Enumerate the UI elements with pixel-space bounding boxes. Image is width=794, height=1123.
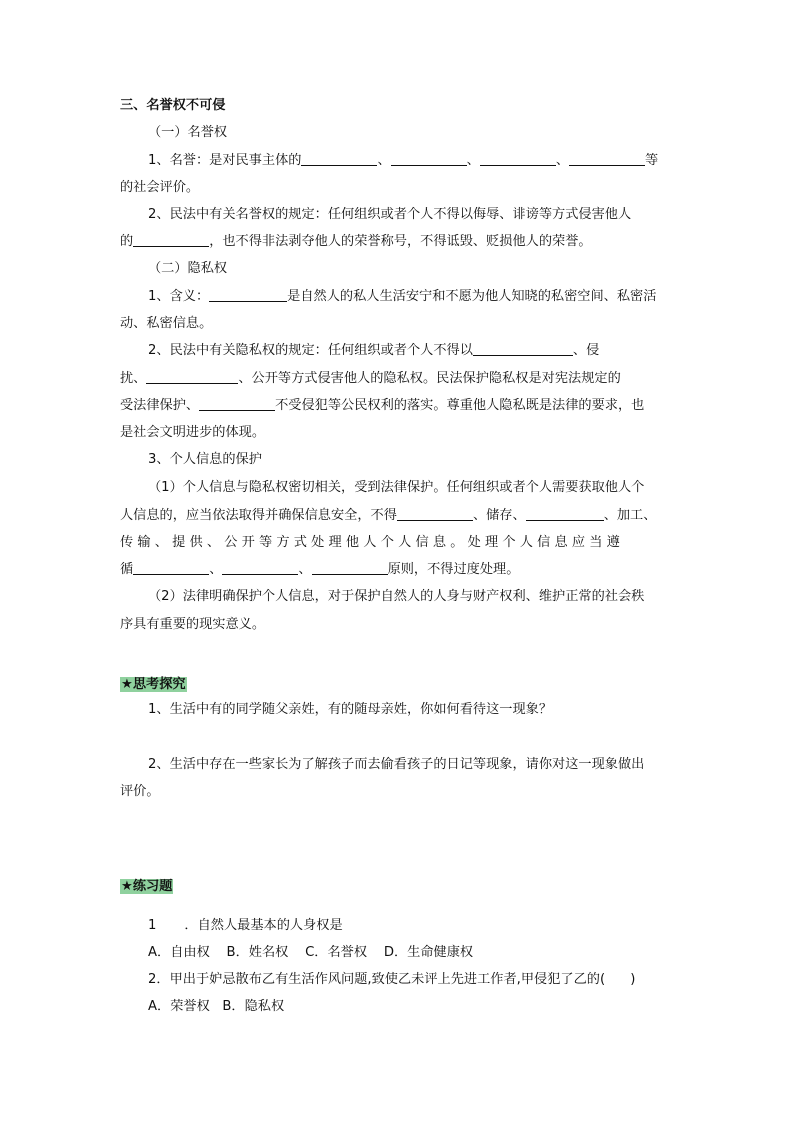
paragraph-line: 动、私密信息。: [120, 316, 213, 331]
subheading-privacy: （二）隐私权: [148, 261, 228, 276]
fill-blank[interactable]: [569, 151, 645, 166]
paragraph-personal-info-2: （2）法律明确保护个人信息，对于保护自然人的人身与财产权利、维护正常的社会秩: [148, 589, 645, 604]
paragraph-reputation-def: 1、名誉：是对民事主体的 、 、 、 等: [148, 153, 659, 168]
fill-blank[interactable]: [473, 341, 573, 356]
subheading-personal-info: 3、个人信息的保护: [148, 452, 262, 467]
exercise-options-1: A．自由权 B．姓名权 C．名誉权 D．生命健康权: [148, 945, 474, 960]
fill-blank[interactable]: [199, 396, 275, 411]
paragraph-personal-info-1: （1）个人信息与隐私权密切相关，受到法律保护。任何组织或者个人需要获取他人个: [148, 480, 645, 495]
section-title: 三、名誉权不可侵: [120, 98, 226, 113]
fill-blank[interactable]: [209, 287, 287, 302]
fill-blank[interactable]: [222, 560, 298, 575]
subheading-reputation: （一）名誉权: [148, 125, 228, 140]
paragraph-line: 受法律保护、 不受侵犯等公民权利的落实。尊重他人隐私既是法律的要求，也: [120, 398, 645, 413]
paragraph-privacy-def: 1、含义： 是自然人的私人生活安宁和不愿为他人知晓的私密空间、私密活: [148, 289, 657, 304]
paragraph-line: 人信息的，应当依法取得并确保信息安全，不得 、储存、 、加工、: [120, 508, 657, 523]
think-question-1: 1、生活中有的同学随父亲姓，有的随母亲姓，你如何看待这一现象？: [148, 702, 553, 717]
paragraph-line: 的 ，也不得非法剥夺他人的荣誉称号，不得诋毁、贬损他人的荣誉。: [120, 234, 592, 249]
think-section-title: ★思考探究: [121, 677, 186, 692]
paragraph-line: 评价。: [120, 784, 160, 799]
fill-blank[interactable]: [397, 506, 473, 521]
paragraph-line: 的社会评价。: [120, 180, 200, 195]
paragraph-line: 循 、 、 原则，不得过度处理。: [120, 562, 520, 577]
fill-blank[interactable]: [391, 151, 467, 166]
fill-blank[interactable]: [133, 232, 209, 247]
paragraph-line: 序具有重要的现实意义。: [120, 617, 266, 632]
exercise-question-2: 2．甲出于妒忌散布乙有生活作风问题,致使乙未评上先进工作者,甲侵犯了乙的( ): [148, 972, 636, 987]
fill-blank[interactable]: [480, 151, 556, 166]
paragraph-reputation-law: 2、民法中有关名誉权的规定：任何组织或者个人不得以侮辱、诽谤等方式侵害他人: [148, 207, 632, 222]
exercise-options-2: A．荣誉权 B．隐私权: [148, 999, 285, 1014]
fill-blank[interactable]: [312, 560, 388, 575]
fill-blank[interactable]: [526, 506, 604, 521]
paragraph-line: 传 输 、 提 供 、 公 开 等 方 式 处 理 他 人 个 人 信 息 。 处 理 个 人 信 息 应 当 遵: [120, 535, 620, 550]
paragraph-privacy-law: 2、民法中有关隐私权的规定：任何组织或者个人不得以 、侵: [148, 343, 600, 358]
exercise-section-title: ★练习题: [121, 879, 173, 894]
paragraph-line: 扰、 、公开等方式侵害他人的隐私权。民法保护隐私权是对宪法规定的: [120, 371, 621, 386]
fill-blank[interactable]: [146, 369, 238, 384]
fill-blank[interactable]: [301, 151, 377, 166]
fill-blank[interactable]: [133, 560, 209, 575]
think-question-2: 2、生活中存在一些家长为了解孩子而去偷看孩子的日记等现象，请你对这一现象做出: [148, 757, 645, 772]
paragraph-line: 是社会文明进步的体现。: [120, 425, 266, 440]
exercise-question-1: 1 ．自然人最基本的人身权是: [148, 918, 343, 933]
